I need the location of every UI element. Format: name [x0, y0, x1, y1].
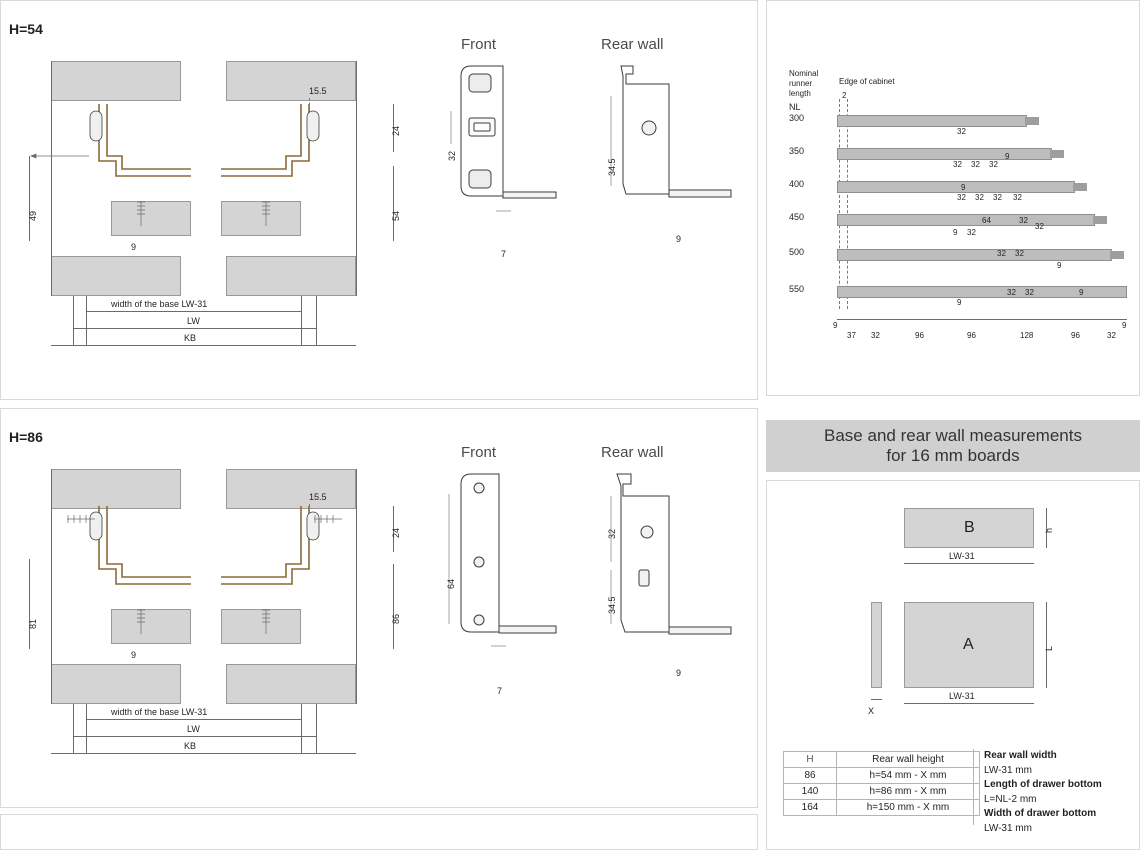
- rear-view-title: Rear wall: [601, 36, 664, 53]
- dim-54: 54: [391, 210, 401, 221]
- dim-34-5-rear: 34.5: [607, 596, 617, 614]
- note-title-2: Width of drawer bottom: [984, 808, 1097, 819]
- row-350-mark-3: 9: [1005, 152, 1010, 161]
- cell-height-140: h=86 mm - X mm: [837, 784, 980, 800]
- h86-top-view: [21, 464, 411, 754]
- dim-15-5: 15.5: [309, 492, 327, 502]
- rear-wall-height-table: [783, 751, 980, 816]
- scale-32a: 32: [871, 331, 880, 340]
- panel-h54: [0, 0, 758, 400]
- row-nl-550: 550: [789, 284, 805, 294]
- base-length-dim: L: [1044, 645, 1054, 651]
- row-400-mark-2: 32: [993, 193, 1002, 202]
- row-400-mark-0: 32: [957, 193, 966, 202]
- row-450-mark-4: 32: [1035, 222, 1044, 231]
- base-width-label: width of the base LW-31: [111, 707, 208, 717]
- dim-32-rear: 32: [607, 528, 617, 539]
- section-title-line1: Base and rear wall measurements: [824, 426, 1082, 446]
- scale-96c: 96: [1071, 331, 1080, 340]
- cell-h-86: 86: [784, 768, 837, 784]
- nl-label: NL: [789, 102, 801, 112]
- h54-rear-view: [591, 36, 741, 296]
- h54-height-label: H=54: [9, 21, 43, 37]
- table-row: [784, 800, 980, 816]
- table-row: [784, 768, 980, 784]
- scale-37: 37: [847, 331, 856, 340]
- edge-dim-2: 2: [842, 91, 847, 100]
- lw-label: LW: [187, 724, 200, 734]
- base-width-label: width of the base LW-31: [111, 299, 208, 309]
- dim-49: 49: [28, 210, 38, 221]
- row-500-mark-2: 9: [1057, 261, 1062, 270]
- row-nl-500: 500: [789, 247, 805, 257]
- rear-wall-letter: B: [964, 519, 975, 536]
- thickness-strip: [871, 602, 882, 688]
- row-nl-450: 450: [789, 212, 805, 222]
- row-450-mark-1: 32: [967, 228, 976, 237]
- row-500-mark-0: 32: [997, 249, 1006, 258]
- base-letter: A: [963, 636, 974, 653]
- row-450-mark-2: 64: [982, 216, 991, 225]
- scale-128: 128: [1020, 331, 1034, 340]
- front-view-title: Front: [461, 444, 497, 461]
- dim-9-left: 9: [131, 242, 137, 252]
- rear-wall-width-dim: LW-31: [949, 551, 975, 561]
- h86-height-label: H=86: [9, 429, 43, 445]
- cell-height-164: h=150 mm - X mm: [837, 800, 980, 816]
- row-500-mark-1: 32: [1015, 249, 1024, 258]
- h54-front-view: [441, 36, 571, 296]
- h54-top-view: [21, 56, 411, 346]
- table-row: [784, 784, 980, 800]
- kb-label: KB: [184, 333, 197, 343]
- note-title-0: Rear wall width: [984, 750, 1057, 761]
- dim-9-left: 9: [131, 650, 137, 660]
- kb-label: KB: [184, 741, 197, 751]
- edge-of-cabinet-label: Edge of cabinet: [839, 77, 895, 86]
- table-header-rear-wall-height: Rear wall height: [837, 752, 980, 768]
- scale-96b: 96: [967, 331, 976, 340]
- h86-rear-view: [591, 444, 741, 714]
- rear-wall-height-dim: h: [1044, 527, 1054, 533]
- panel-h86: [0, 408, 758, 808]
- section-title-line2: for 16 mm boards: [886, 446, 1020, 465]
- scale-32b: 32: [1107, 331, 1116, 340]
- row-350-mark-0: 32: [953, 160, 962, 169]
- row-350-mark-2: 32: [989, 160, 998, 169]
- row-450-mark-0: 9: [953, 228, 958, 237]
- thickness-dim-x: X: [868, 706, 875, 716]
- dim-15-5: 15.5: [309, 86, 327, 96]
- note-value-1: L=NL-2 mm: [984, 793, 1037, 805]
- dim-34-5-rear: 34.5: [607, 158, 617, 176]
- row-nl-300: 300: [789, 113, 805, 123]
- row-550-mark-1: 32: [1007, 288, 1016, 297]
- dim-24: 24: [391, 527, 401, 538]
- row-400-mark-4: 32: [1013, 193, 1022, 202]
- section-title-base-rear-wall: [766, 420, 1140, 472]
- cell-height-86: h=54 mm - X mm: [837, 768, 980, 784]
- nominal-label-l1: Nominal: [789, 69, 819, 78]
- dim-81: 81: [28, 618, 38, 629]
- dim-86: 86: [391, 613, 401, 624]
- h86-front-view: [441, 444, 571, 714]
- row-550-mark-2: 32: [1025, 288, 1034, 297]
- scale-9-right: 9: [1122, 321, 1127, 330]
- dim-32-front: 32: [447, 150, 457, 161]
- dim-7-front: 7: [497, 686, 503, 696]
- base-width-dim: LW-31: [949, 691, 975, 701]
- panel-bottom-strip: [0, 814, 758, 850]
- row-400-mark-1: 32: [975, 193, 984, 202]
- row-350-mark-1: 32: [971, 160, 980, 169]
- note-title-1: Length of drawer bottom: [984, 779, 1102, 790]
- scale-96a: 96: [915, 331, 924, 340]
- row-nl-400: 400: [789, 179, 805, 189]
- dim-24: 24: [391, 125, 401, 136]
- row-400-mark-3: 9: [961, 183, 966, 192]
- dim-64-front: 64: [446, 578, 456, 589]
- measurement-notes: [973, 749, 1102, 834]
- note-value-2: LW-31 mm: [984, 822, 1032, 834]
- scale-9-left: 9: [833, 321, 838, 330]
- dim-7-front: 7: [501, 249, 507, 259]
- nominal-label-l3: length: [789, 89, 811, 98]
- lw-label: LW: [187, 316, 200, 326]
- row-550-mark-3: 9: [1079, 288, 1084, 297]
- dim-9-rear: 9: [676, 234, 682, 244]
- panel-runner-lengths: [766, 0, 1140, 396]
- panel-base-rear-wall: [766, 480, 1140, 850]
- cell-h-164: 164: [784, 800, 837, 816]
- rear-view-title: Rear wall: [601, 444, 664, 461]
- note-value-0: LW-31 mm: [984, 764, 1032, 776]
- row-450-mark-3: 32: [1019, 216, 1028, 225]
- table-header-h: H: [784, 752, 837, 768]
- cell-h-140: 140: [784, 784, 837, 800]
- dim-9-rear: 9: [676, 668, 682, 678]
- row-550-mark-0: 9: [957, 298, 962, 307]
- row-nl-350: 350: [789, 146, 805, 156]
- row-300-mark-0: 32: [957, 127, 966, 136]
- front-view-title: Front: [461, 36, 497, 53]
- nominal-label-l2: runner: [789, 79, 813, 88]
